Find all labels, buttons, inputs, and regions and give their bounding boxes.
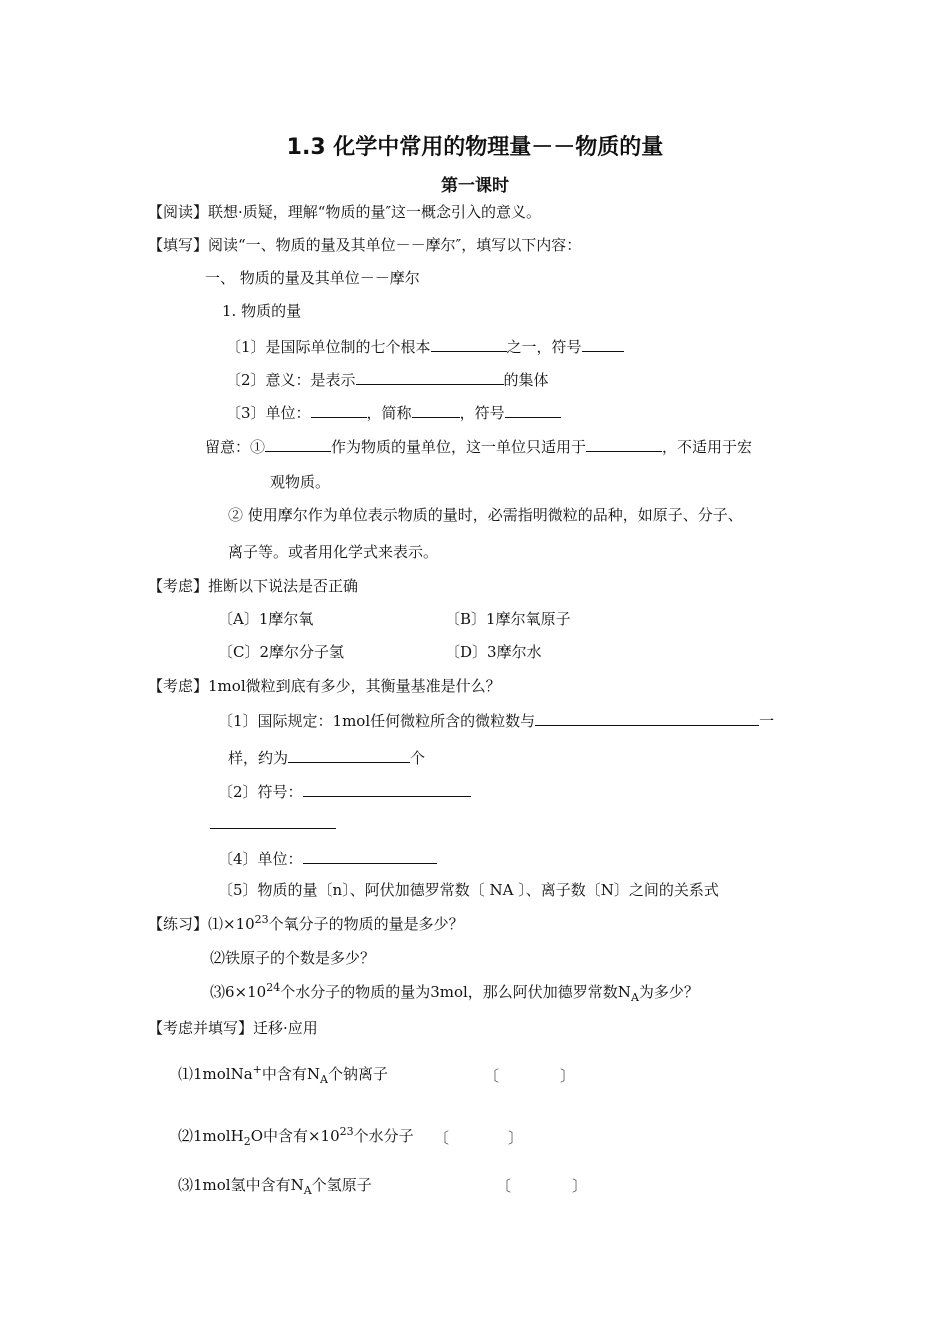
answer-blank[interactable] [311, 401, 367, 418]
think-3-line [148, 1018, 318, 1038]
answer-paren-open: 〔 [434, 1129, 450, 1147]
question-3-text-a: 〔3〕单位： [226, 404, 311, 422]
option-a: 〔A〕1摩尔氧 [218, 610, 314, 628]
question-3 [226, 401, 561, 423]
apply-2 [178, 1126, 414, 1146]
apply-2-exponent: 23 [339, 1125, 354, 1138]
question-3-text-c: ，符号 [459, 404, 505, 422]
question-1-text-a: 〔1〕是国际单位制的七个根本 [226, 338, 431, 356]
note-1-text-c: ，不适用于宏 [662, 438, 753, 456]
practice-line-1 [148, 914, 464, 934]
practice-line-3 [210, 982, 699, 1002]
question-1-text-b: 之一，符号 [506, 338, 582, 356]
think-1-text: 推断以下说法是否正确 [208, 577, 359, 595]
apply-1 [178, 1064, 388, 1084]
apply-1-superscript: + [252, 1063, 262, 1076]
think-2-question-2 [218, 780, 471, 802]
read-tag: 【阅读】 [148, 203, 209, 221]
question-2 [226, 368, 549, 390]
think-2-question-1b-text-a: 样，约为 [228, 749, 289, 767]
practice-3-text-b: 个水分子的物质的量为3mol，那么阿伏加德罗常数N [280, 983, 631, 1001]
think-2-question-1-text-b: 一 [759, 712, 775, 730]
option-b: 〔B〕1摩尔氧原子 [445, 610, 571, 628]
answer-paren-open: 〔 [484, 1067, 500, 1085]
fill-tag: 【填写】 [148, 236, 209, 254]
think-2-text: 1mol微粒到底有多少，其衡量基准是什么？ [208, 677, 501, 695]
item-heading: 1. 物质的量 [222, 302, 302, 320]
apply-1-text-b: 中含有N [261, 1065, 321, 1083]
think-3-text: 迁移·应用 [253, 1019, 318, 1037]
section-heading: 一、 物质的量及其单位－－摩尔 [205, 269, 420, 287]
apply-1-text-a: ⑴1molNa [178, 1065, 253, 1083]
fill-text: 阅读“一、物质的量及其单位－－摩尔″，填写以下内容： [208, 236, 582, 254]
apply-1-subscript: A [320, 1073, 328, 1086]
answer-blank[interactable] [356, 368, 504, 385]
note-2: ② 使用摩尔作为单位表示物质的量时，必需指明微粒的品种，如原子、分子、 [228, 506, 743, 524]
page-subtitle: 第一课时 [441, 176, 509, 196]
think-1-line [148, 576, 358, 596]
answer-blank[interactable] [412, 401, 460, 418]
apply-2-text-c: 个水分子 [353, 1127, 414, 1145]
read-line [148, 202, 541, 222]
practice-1-text-a: ⑴×10 [208, 915, 255, 933]
answer-blank[interactable] [303, 780, 471, 797]
think-3-tag: 【考虑并填写】 [148, 1019, 254, 1037]
question-2-text-b: 的集体 [503, 371, 549, 389]
note-1-text-a: 留意：① [205, 438, 266, 456]
apply-3-text-a: ⑶1mol氢中含有N [178, 1176, 304, 1194]
think-2-question-1 [218, 709, 774, 731]
answer-blank[interactable] [210, 828, 336, 829]
question-3-text-b: ，简称 [366, 404, 412, 422]
fill-line [148, 235, 581, 255]
think-1-tag: 【考虑】 [148, 577, 209, 595]
note-1 [205, 435, 752, 457]
answer-blank[interactable] [582, 335, 624, 352]
answer-blank[interactable] [505, 401, 561, 418]
practice-1-text-b: 个氧分子的物质的量是多少？ [268, 915, 464, 933]
answer-blank[interactable] [303, 847, 437, 864]
answer-paren-close: 〕 [572, 1177, 588, 1195]
think-2-line [148, 676, 501, 696]
read-text: 联想·质疑，理解“物质的量″这一概念引入的意义。 [208, 203, 542, 221]
apply-2-subscript: 2 [243, 1135, 251, 1148]
practice-3-text-c: 为多少？ [638, 983, 699, 1001]
answer-blank[interactable] [288, 746, 410, 763]
think-2-question-1-continued [228, 746, 425, 768]
apply-1-text-c: 个钠离子 [327, 1065, 388, 1083]
think-2-question-4 [218, 847, 437, 869]
note-2-continued: 离子等。或者用化学式来表示。 [228, 543, 439, 561]
page-title: 1.3 化学中常用的物理量－－物质的量 [286, 135, 664, 160]
apply-3-subscript: A [303, 1184, 312, 1197]
think-2-question-1b-text-b: 个 [410, 749, 426, 767]
think-2-question-2-text: 〔2〕符号： [218, 783, 303, 801]
answer-paren-close: 〕 [560, 1067, 576, 1085]
note-1-text-b: 作为物质的量单位，这一单位只适用于 [331, 438, 587, 456]
apply-3-text-b: 个氢原子 [311, 1176, 372, 1194]
think-2-question-1-text-a: 〔1〕国际规定：1mol任何微粒所含的微粒数与 [218, 712, 536, 730]
option-c: 〔C〕2摩尔分子氢 [218, 643, 345, 661]
answer-blank[interactable] [586, 435, 662, 452]
option-d: 〔D〕3摩尔水 [445, 643, 542, 661]
practice-tag: 【练习】 [148, 915, 209, 933]
question-1 [226, 335, 624, 357]
practice-3-subscript: A [630, 991, 639, 1004]
answer-blank[interactable] [265, 435, 331, 452]
practice-3-text-a: ⑶6×10 [210, 983, 267, 1001]
practice-line-2: ⑵铁原子的个数是多少？ [210, 949, 376, 967]
question-2-text-a: 〔2〕意义：是表示 [226, 371, 356, 389]
practice-1-exponent: 23 [254, 913, 269, 926]
apply-2-text-b: O中含有×10 [250, 1127, 340, 1145]
answer-blank[interactable] [535, 709, 759, 726]
apply-2-text-a: ⑵1molH [178, 1127, 244, 1145]
think-2-tag: 【考虑】 [148, 677, 209, 695]
think-2-question-4-text: 〔4〕单位： [218, 850, 303, 868]
apply-3 [178, 1175, 372, 1195]
practice-3-exponent: 24 [266, 981, 281, 994]
note-1-continued: 观物质。 [270, 473, 331, 491]
think-2-question-5: 〔5〕物质的量〔n〕、阿伏加德罗常数〔 NA 〕、离子数〔N〕之间的关系式 [218, 881, 719, 899]
answer-paren-open: 〔 [496, 1177, 512, 1195]
answer-paren-close: 〕 [508, 1129, 524, 1147]
answer-blank[interactable] [431, 335, 507, 352]
